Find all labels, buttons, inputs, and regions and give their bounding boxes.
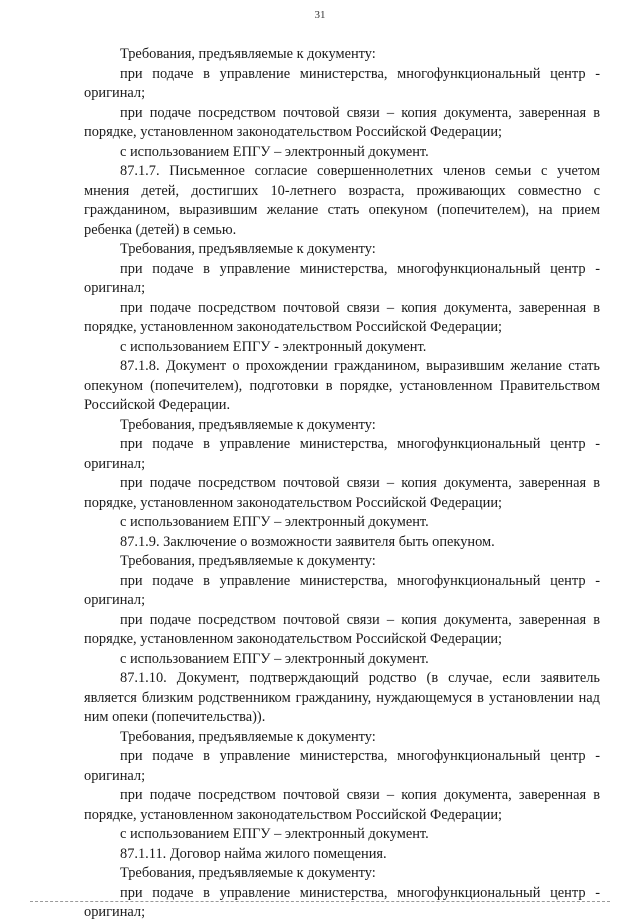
paragraph: с использованием ЕПГУ – электронный документ. bbox=[120, 650, 429, 667]
paragraph: при подаче посредством почтовой связи – копия документа, заверенная в порядке, установленном законодательством Российской Федерации; bbox=[84, 787, 600, 823]
section-87-1-9: 87.1.9. Заключение о возможности заявителя быть опекуном. bbox=[120, 533, 495, 550]
paragraph: Требования, предъявляемые к документу: bbox=[120, 241, 376, 257]
section-87-1-7: 87.1.7. Письменное согласие совершеннолетних членов семьи с учетом мнения детей, достигших 10-летнего возраста, проживающих совместно с гражданином, выразившим желание стать опекуном (попечителем), на прием ребенка (детей) в семью. bbox=[84, 163, 600, 238]
paragraph: с использованием ЕПГУ – электронный документ. bbox=[120, 514, 429, 530]
section-87-1-8: 87.1.8. Документ о прохождении гражданином, выразившим желание стать опекуном (попечителем), подготовки в порядке, установленном Правительством Российской Федерации. bbox=[84, 358, 600, 413]
paragraph: Требования, предъявляемые к документу: bbox=[120, 553, 376, 569]
page-number: 31 bbox=[314, 9, 326, 21]
paragraph: при подаче в управление министерства, многофункциональный центр - оригинал; bbox=[84, 884, 600, 920]
paragraph: Требования, предъявляемые к документу: bbox=[120, 46, 376, 62]
paragraph: при подаче в управление министерства, многофункциональный центр - оригинал; bbox=[84, 65, 600, 101]
paragraph: Требования, предъявляемые к документу: bbox=[120, 728, 376, 745]
paragraph: при подаче посредством почтовой связи – копия документа, заверенная в порядке, установленном законодательством Российской Федерации; bbox=[84, 104, 600, 140]
paragraph: при подаче в управление министерства, многофункциональный центр - оригинал; bbox=[84, 748, 600, 784]
paragraph: с использованием ЕПГУ – электронный документ. bbox=[120, 143, 429, 160]
page-bottom-divider bbox=[30, 901, 610, 902]
paragraph: Требования, предъявляемые к документу: bbox=[120, 865, 376, 881]
section-87-1-11: 87.1.11. Договор найма жилого помещения. bbox=[120, 845, 387, 862]
paragraph: при подаче посредством почтовой связи – копия документа, заверенная в порядке, установленном законодательством Российской Федерации; bbox=[84, 475, 600, 511]
paragraph: с использованием ЕПГУ - электронный документ. bbox=[120, 338, 427, 355]
paragraph: Требования, предъявляемые к документу: bbox=[120, 416, 376, 433]
paragraph: с использованием ЕПГУ – электронный документ. bbox=[120, 826, 429, 842]
section-87-1-10: 87.1.10. Документ, подтверждающий родство (в случае, если заявитель является близким родственником гражданину, нуждающемуся в установлении над ним опеки (попечительства)). bbox=[84, 670, 600, 725]
paragraph: при подаче в управление министерства, многофункциональный центр - оригинал; bbox=[84, 260, 600, 296]
paragraph: при подаче посредством почтовой связи – копия документа, заверенная в порядке, установленном законодательством Российской Федерации; bbox=[84, 611, 600, 647]
document-body bbox=[84, 45, 600, 923]
paragraph: при подаче в управление министерства, многофункциональный центр - оригинал; bbox=[84, 572, 600, 608]
paragraph: при подаче в управление министерства, многофункциональный центр - оригинал; bbox=[84, 436, 600, 472]
paragraph: при подаче посредством почтовой связи – копия документа, заверенная в порядке, установленном законодательством Российской Федерации; bbox=[84, 299, 600, 335]
